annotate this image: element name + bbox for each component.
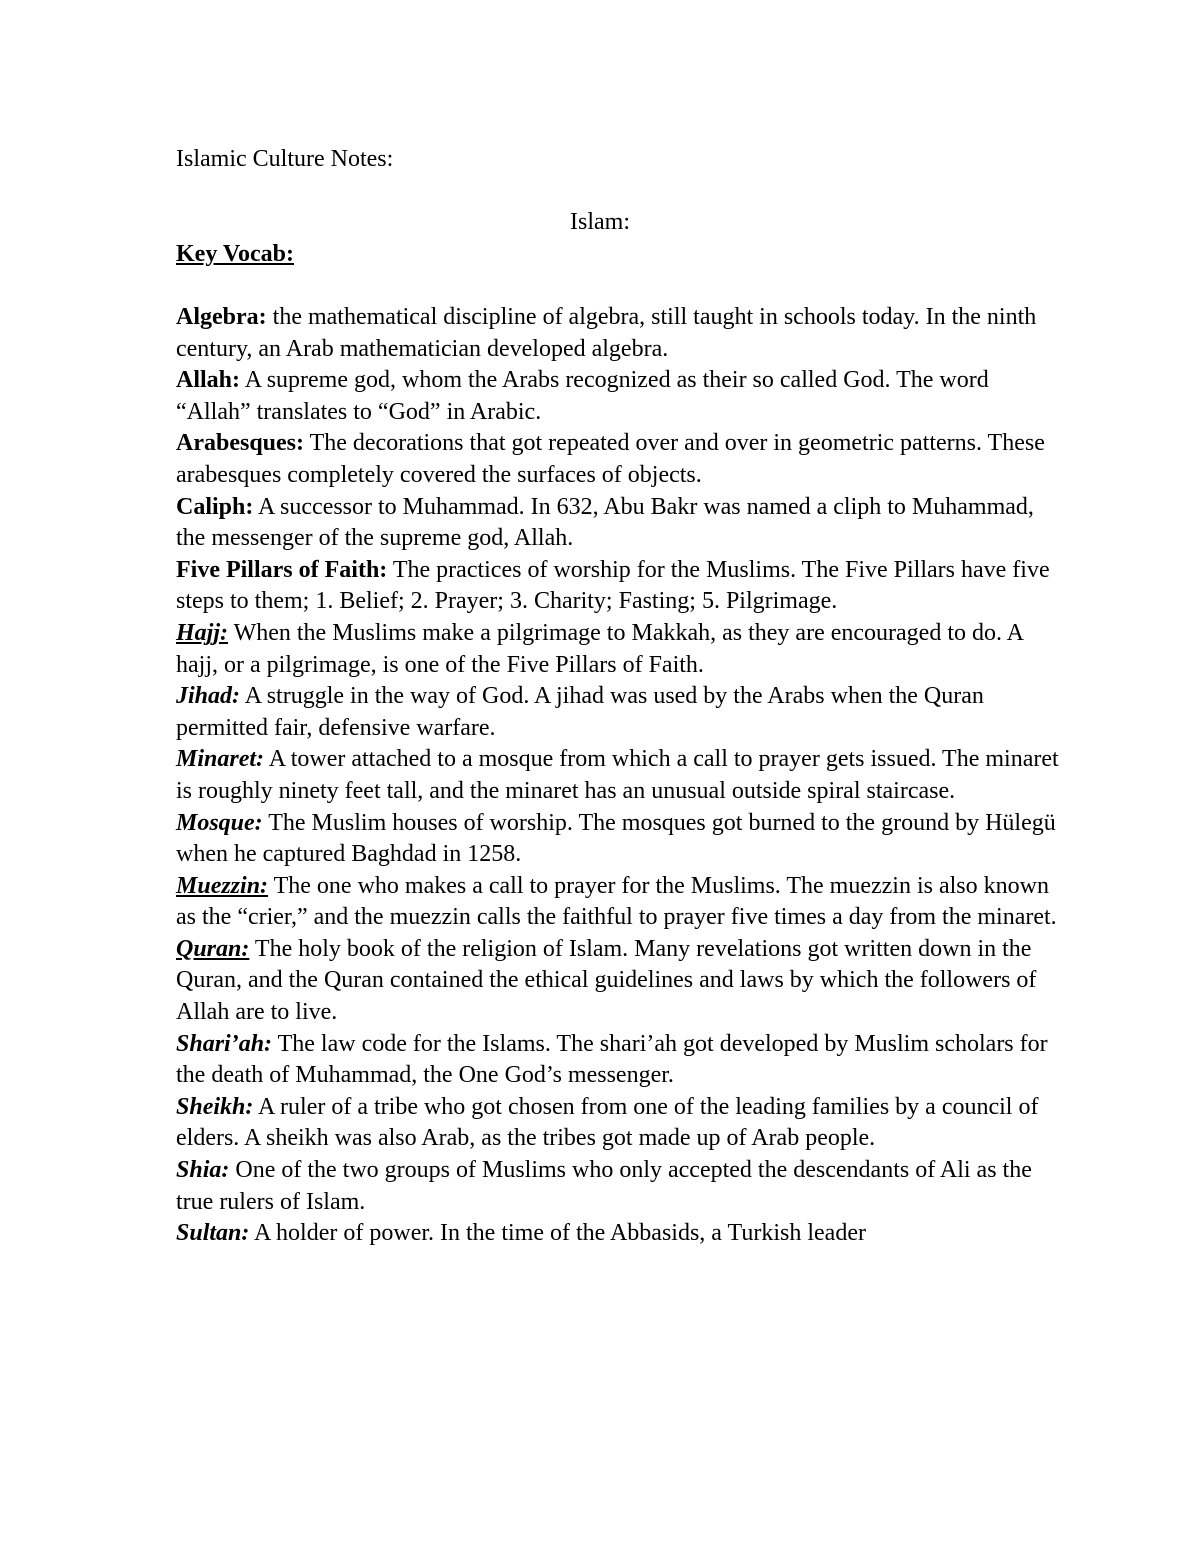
vocab-definition: When the Muslims make a pilgrimage to Makkah, as they are encouraged to do. A hajj, or a pilgrimage, is one of the Five Pillars of Faith. [176, 619, 1023, 678]
vocab-entry-sultan [176, 1218, 1066, 1250]
section-title: Islam: [570, 209, 630, 235]
vocab-term: Arabesques: [176, 430, 305, 457]
vocab-term: Mosque: [176, 809, 263, 836]
vocab-entry-five-pillars [176, 555, 1066, 618]
vocab-term: Sultan: [176, 1220, 250, 1247]
vocab-term: Shia: [176, 1157, 230, 1184]
vocab-entry-allah [176, 365, 1066, 428]
vocab-term: Allah: [176, 367, 241, 394]
vocab-definition: The holy book of the religion of Islam. Many revelations got written down in the Quran, and the Quran contained the ethical guidelines and laws by which the followers of Allah are to live. [176, 935, 1037, 1026]
vocab-entry-quran [176, 934, 1066, 1029]
vocab-entry-minaret [176, 744, 1066, 807]
vocab-entry-caliph [176, 492, 1066, 555]
vocab-definition: One of the two groups of Muslims who only accepted the descendants of Ali as the true rulers of Islam. [176, 1157, 1032, 1215]
vocab-entry-muezzin [176, 871, 1066, 934]
vocab-definition: The one who makes a call to prayer for the Muslims. The muezzin is also known as the “crier,” and the muezzin calls the faithful to prayer five times a day from the minaret. [176, 872, 1057, 931]
vocab-entry-shia [176, 1155, 1066, 1218]
vocab-term: Five Pillars of Faith: [176, 556, 388, 583]
vocab-term: Jihad: [176, 683, 241, 710]
vocab-term: Quran: [176, 935, 250, 962]
vocab-entry-jihad [176, 681, 1066, 744]
vocab-term: Shari’ah: [176, 1030, 273, 1057]
vocab-term: Hajj: [176, 619, 228, 646]
vocab-term: Algebra: [176, 304, 267, 330]
vocab-term: Minaret: [176, 746, 265, 773]
vocab-entry-algebra [176, 302, 1066, 365]
vocab-definition: A holder of power. In the time of the Abbasids, a Turkish leader [249, 1220, 866, 1247]
document-header: Islamic Culture Notes: [176, 146, 394, 172]
vocab-entry-hajj [176, 618, 1066, 681]
vocab-term: Caliph: [176, 493, 254, 520]
vocab-definition: the mathematical discipline of algebra, still taught in schools today. In the ninth century, an Arab mathematician developed algebra. [176, 304, 1037, 362]
vocab-entry-shariah [176, 1029, 1066, 1092]
vocab-term: Muezzin: [176, 872, 269, 899]
vocab-entry-mosque [176, 808, 1066, 871]
vocab-entry-arabesques [176, 428, 1066, 491]
vocab-definition: The decorations that got repeated over and over in geometric patterns. These arabesques completely covered the surfaces of objects. [176, 430, 1045, 488]
vocab-definition: A supreme god, whom the Arabs recognized as their so called God. The word “Allah” translates to “God” in Arabic. [176, 367, 989, 425]
vocab-heading: Key Vocab: [176, 241, 295, 267]
vocab-definition: The Muslim houses of worship. The mosques got burned to the ground by Hülegü when he captured Baghdad in 1258. [176, 809, 1056, 868]
vocab-entry-sheikh [176, 1092, 1066, 1155]
vocab-definition: A successor to Muhammad. In 632, Abu Bakr was named a cliph to Muhammad, the messenger of the supreme god, Allah. [176, 493, 1034, 552]
vocab-definition: A tower attached to a mosque from which a call to prayer gets issued. The minaret is roughly ninety feet tall, and the minaret has an unusual outside spiral staircase. [176, 746, 1059, 804]
vocab-definition: The practices of worship for the Muslims. The Five Pillars have five steps to them; 1. Belief; 2. Prayer; 3. Charity; Fasting; 5. Pilgrimage. [176, 556, 1050, 615]
vocab-definition: A ruler of a tribe who got chosen from one of the leading families by a council of elders. A sheikh was also Arab, as the tribes got made up of Arab people. [176, 1093, 1039, 1152]
vocab-definition: A struggle in the way of God. A jihad was used by the Arabs when the Quran permitted fair, defensive warfare. [176, 683, 984, 741]
vocab-definition: The law code for the Islams. The shari’ah got developed by Muslim scholars for the death of Muhammad, the One God’s messenger. [176, 1030, 1048, 1089]
vocab-term: Sheikh: [176, 1093, 254, 1120]
vocab-list [176, 302, 1066, 1250]
